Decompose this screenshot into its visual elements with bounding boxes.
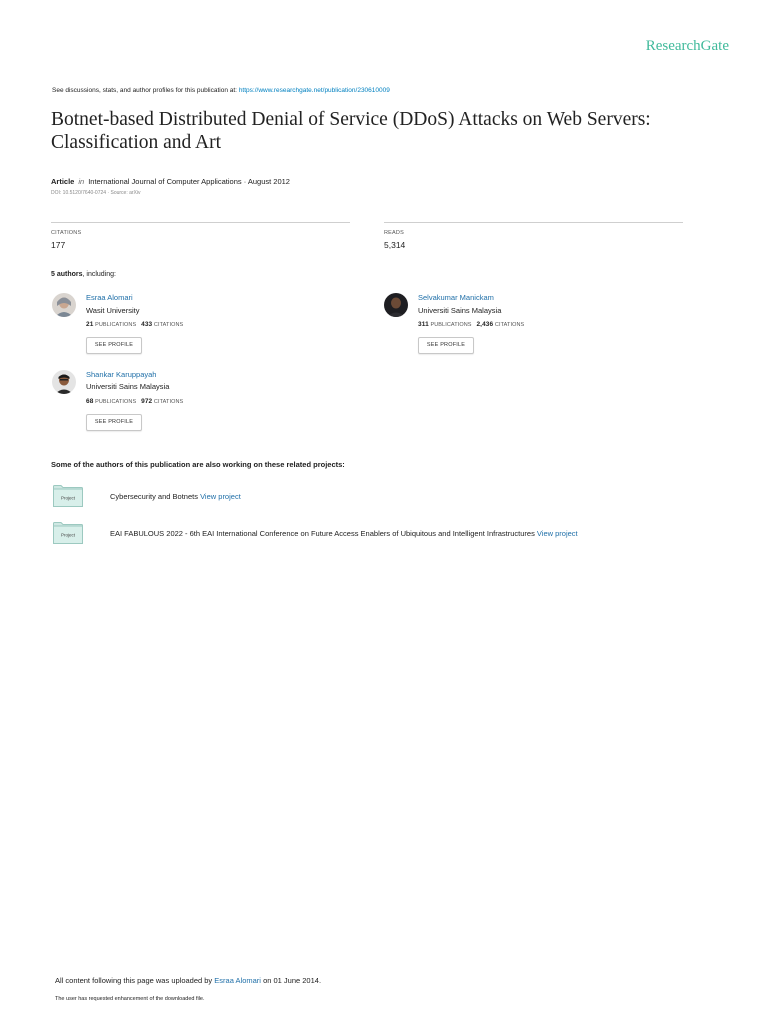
publications-label: PUBLICATIONS — [95, 399, 137, 405]
view-project-link[interactable]: View project — [200, 492, 241, 501]
citations-label: CITATIONS — [494, 322, 525, 328]
see-profile-button[interactable]: SEE PROFILE — [418, 337, 474, 354]
project-name: Cybersecurity and Botnets — [110, 492, 198, 501]
publications-count: 311 — [418, 321, 429, 328]
authors-intro — [51, 271, 116, 278]
author-stats — [86, 321, 183, 328]
publication-type: Article — [51, 177, 75, 186]
researchgate-logo[interactable]: ResearchGate — [645, 38, 729, 54]
reads-label: READS — [384, 230, 404, 236]
uploader-link[interactable]: Esraa Alomari — [214, 976, 261, 985]
citations-count: 2,436 — [476, 321, 494, 328]
see-profile-button[interactable]: SEE PROFILE — [86, 337, 142, 354]
related-project — [110, 492, 241, 501]
upload-prefix: All content following this page was uploaded by — [55, 976, 213, 985]
citations-label: CITATIONS — [153, 322, 184, 328]
publications-label: PUBLICATIONS — [430, 322, 472, 328]
author-name-shankar-karuppayah[interactable]: Shankar Karuppayah — [86, 370, 157, 379]
related-project — [110, 529, 578, 538]
upload-suffix: on 01 June 2014. — [263, 976, 322, 985]
citations-label: CITATIONS — [153, 399, 184, 405]
citations-label: CITATIONS — [51, 230, 82, 236]
publication-meta — [51, 177, 290, 186]
publications-label: PUBLICATIONS — [95, 322, 137, 328]
publications-count: 68 — [86, 398, 94, 405]
avatar[interactable] — [52, 370, 76, 394]
project-name: EAI FABULOUS 2022 - 6th EAI International Conference on Future Access Enablers of Ubiquitous and Intelligent Infrastructures — [110, 529, 535, 538]
see-profile-button[interactable]: SEE PROFILE — [86, 414, 142, 431]
authors-suffix: , including: — [82, 271, 116, 278]
avatar[interactable] — [384, 293, 408, 317]
reads-divider — [384, 222, 683, 223]
project-icon-label: Project — [60, 532, 76, 538]
publication-title: Botnet-based Distributed Denial of Service (DDoS) Attacks on Web Servers: Classification and Art — [51, 109, 651, 153]
citations-count: 433 — [141, 321, 153, 328]
discussion-line — [52, 87, 390, 94]
publication-venue: International Journal of Computer Applications · August 2012 — [88, 177, 290, 186]
publication-doi: DOI: 10.5120/7640-0724 · Source: arXiv — [51, 190, 141, 196]
citations-count: 177 — [51, 240, 66, 250]
author-name-esraa-alomari[interactable]: Esraa Alomari — [86, 293, 133, 302]
discussion-prefix: See discussions, stats, and author profiles for this publication at: — [52, 87, 237, 94]
project-folder-icon — [53, 485, 83, 509]
view-project-link[interactable]: View project — [536, 529, 578, 538]
in-word: in — [78, 177, 85, 186]
avatar[interactable] — [52, 293, 76, 317]
project-folder-icon — [53, 522, 83, 546]
authors-count: 5 authors — [51, 271, 83, 278]
related-projects-heading: Some of the authors of this publication are also working on these related projects: — [51, 460, 345, 469]
publications-count: 21 — [86, 321, 94, 328]
author-institution: Wasit University — [86, 306, 140, 315]
citations-divider — [51, 222, 350, 223]
enhancement-note: The user has requested enhancement of the downloaded file. — [55, 996, 205, 1002]
author-name-selvakumar-manickam[interactable]: Selvakumar Manickam — [418, 293, 494, 302]
author-institution: Universiti Sains Malaysia — [86, 382, 170, 391]
author-stats — [418, 321, 524, 328]
author-institution: Universiti Sains Malaysia — [418, 306, 502, 315]
reads-count: 5,314 — [384, 240, 406, 250]
citations-count: 972 — [141, 398, 153, 405]
upload-note — [55, 976, 321, 985]
project-icon-label: Project — [60, 495, 76, 501]
author-stats — [86, 398, 183, 405]
publication-link[interactable]: https://www.researchgate.net/publication/230610009 — [238, 87, 390, 94]
